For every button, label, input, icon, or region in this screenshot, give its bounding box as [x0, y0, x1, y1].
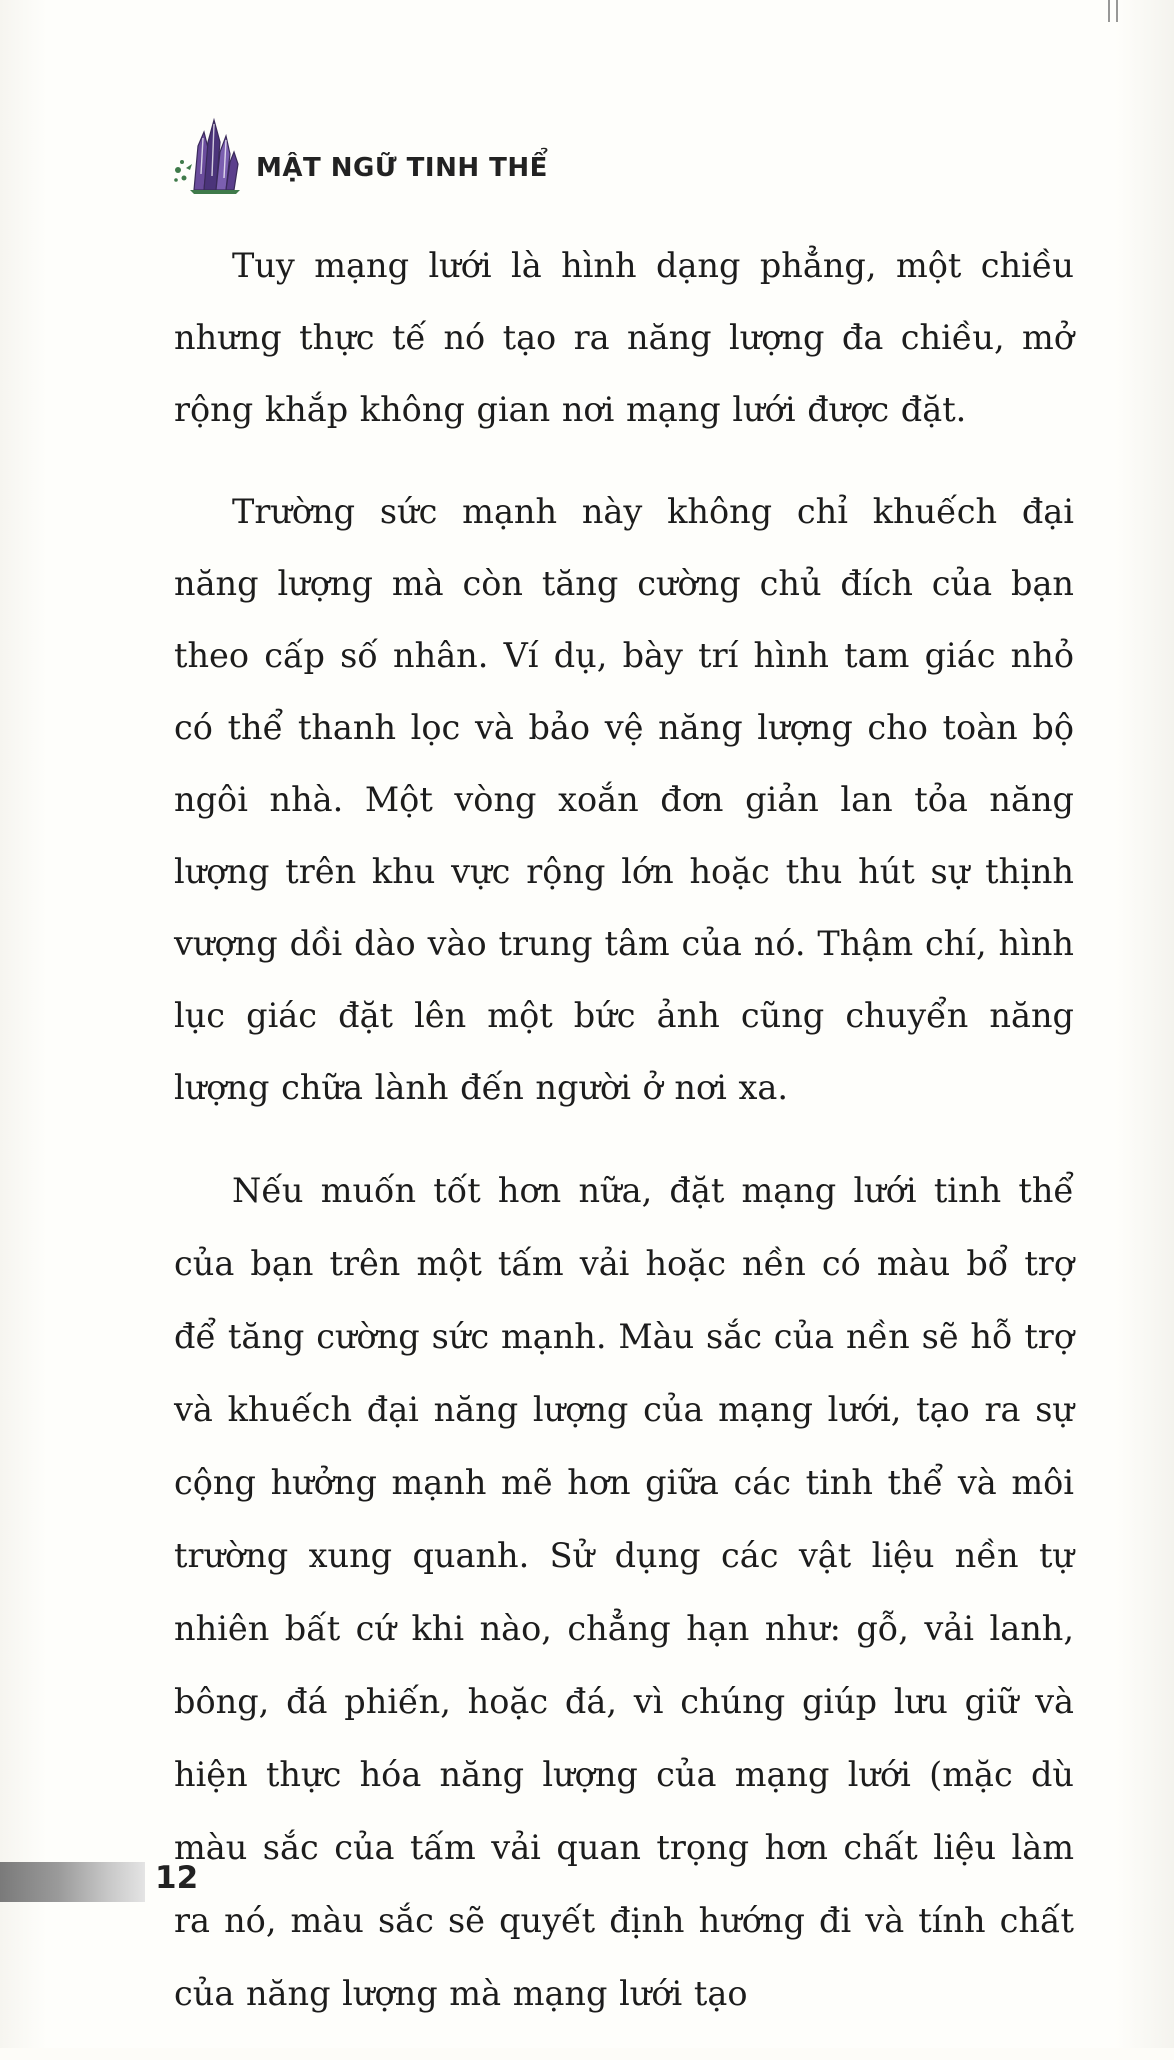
footer-gradient-bar	[0, 1862, 145, 1902]
paragraph: Tuy mạng lưới là hình dạng phẳng, một chiều nhưng thực tế nó tạo ra năng lượng đa chiều, mở rộng khắp không gian nơi mạng lưới được đặt.	[174, 246, 1074, 429]
page-number: 12	[155, 1860, 199, 1896]
running-head	[172, 116, 548, 196]
page-edge-mark	[1108, 0, 1118, 22]
body-text	[174, 230, 1074, 2060]
crystal-cluster-icon	[172, 116, 246, 196]
running-head-title: MẬT NGỮ TINH THỂ	[256, 153, 548, 183]
paragraph: Trường sức mạnh này không chỉ khuếch đại năng lượng mà còn tăng cường chủ đích của bạn theo cấp số nhân. Ví dụ, bày trí hình tam giác nhỏ có thể thanh lọc và bảo vệ năng lượng cho toàn bộ ngôi nhà. Một vòng xoắn đơn giản lan tỏa năng lượng trên khu vực rộng lớn hoặc thu hút sự thịnh vượng dồi dào vào trung tâm của nó. Thậm chí, hình lục giác đặt lên một bức ảnh cũng chuyển năng lượng chữa lành đến người ở nơi xa.	[174, 492, 1074, 1107]
paragraph: Nếu muốn tốt hơn nữa, đặt mạng lưới tinh thể của bạn trên một tấm vải hoặc nền có màu bổ trợ để tăng cường sức mạnh. Màu sắc của nền sẽ hỗ trợ và khuếch đại năng lượng của mạng lưới, tạo ra sự cộng hưởng mạnh mẽ hơn giữa các tinh thể và môi trường xung quanh. Sử dụng các vật liệu nền tự nhiên bất cứ khi nào, chẳng hạn như: gỗ, vải lanh, bông, đá phiến, hoặc đá, vì chúng giúp lưu giữ và hiện thực hóa năng lượng của mạng lưới (mặc dù màu sắc của tấm vải quan trọng hơn chất liệu làm ra nó, màu sắc sẽ quyết định hướng đi và tính chất của năng lượng mà mạng lưới tạo	[174, 1171, 1074, 2013]
